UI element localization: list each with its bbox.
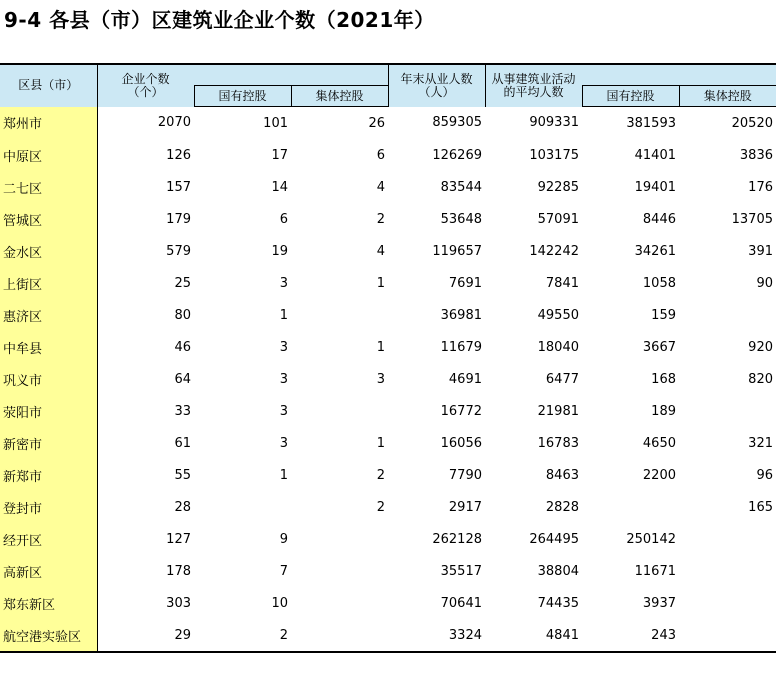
region-name-cell: 二七区 [0,171,97,203]
value-cell-c3 [291,619,388,652]
table-header [0,64,776,107]
value-cell-c2: 7 [279,563,288,579]
value-cell-c4: 36981 [440,307,482,323]
value-cell-c7 [679,299,776,331]
header-blank-3 [582,64,679,86]
table-row [0,619,776,652]
value-cell-c3: 4 [376,243,385,259]
table-row [0,331,776,363]
value-cell-c3 [291,395,388,427]
value-cell-c3: 2 [376,211,385,227]
value-cell-c1: 64 [174,371,191,387]
value-cell-c1: 179 [166,211,191,227]
value-cell-c5: 8463 [545,467,579,483]
header-blank-1 [194,64,291,86]
value-cell-c2: 3 [279,339,288,355]
value-cell-c5: 103175 [529,147,579,163]
value-cell-c2: 101 [263,115,288,131]
header-enterprise-count: 企业个数 （个） [97,64,194,107]
region-name-cell: 航空港实验区 [0,619,97,652]
value-cell-c6: 34261 [634,243,676,259]
value-cell-c6: 243 [582,619,679,652]
value-cell-c3: 1 [376,339,385,355]
value-cell-c2: 2 [194,619,291,652]
value-cell-c5: 49550 [537,307,579,323]
value-cell-c4: 262128 [432,531,482,547]
value-cell-c3 [291,555,388,587]
value-cell-c3: 2 [376,467,385,483]
value-cell-c4: 35517 [440,563,482,579]
table-row [0,267,776,299]
value-cell-c1: 127 [166,531,191,547]
value-cell-c6: 11671 [634,563,676,579]
value-cell-c7 [679,587,776,619]
value-cell-c5: 2828 [545,499,579,515]
value-cell-c5: 38804 [537,563,579,579]
value-cell-c7: 96 [756,467,773,483]
value-cell-c6: 41401 [634,147,676,163]
region-name-cell: 上街区 [0,267,97,299]
table-row [0,107,776,140]
value-cell-c7: 391 [748,243,773,259]
value-cell-c2: 3 [279,403,288,419]
value-cell-c1: 28 [174,499,191,515]
value-cell-c2: 3 [279,371,288,387]
region-name-cell: 经开区 [0,523,97,555]
value-cell-c1: 157 [166,179,191,195]
table-row [0,363,776,395]
value-cell-c2: 3 [279,275,288,291]
value-cell-c6: 8446 [642,211,676,227]
value-cell-c6: 19401 [634,179,676,195]
table-row [0,491,776,523]
value-cell-c1: 178 [166,563,191,579]
value-cell-c6 [582,491,679,523]
value-cell-c2: 6 [279,211,288,227]
region-name-cell: 惠济区 [0,299,97,331]
region-name-cell: 巩义市 [0,363,97,395]
value-cell-c4: 7691 [448,275,482,291]
value-cell-c6: 159 [651,307,676,323]
table-row [0,171,776,203]
value-cell-c3: 26 [368,115,385,131]
value-cell-c2 [194,491,291,523]
value-cell-c6: 3667 [642,339,676,355]
value-cell-c2: 19 [271,243,288,259]
value-cell-c5: 74435 [537,595,579,611]
value-cell-c7: 90 [756,275,773,291]
table-body [0,107,776,653]
table-row [0,587,776,619]
value-cell-c2: 10 [271,595,288,611]
value-cell-c1: 126 [166,147,191,163]
value-cell-c6: 189 [651,403,676,419]
data-table [0,63,776,653]
value-cell-c1: 25 [174,275,191,291]
value-cell-c7 [679,555,776,587]
value-cell-c2: 3 [279,435,288,451]
value-cell-c4: 70641 [440,595,482,611]
value-cell-c7: 20520 [731,115,773,131]
value-cell-c3 [291,587,388,619]
header-state-owned-1: 国有控股 [194,86,291,107]
page-title: 9-4 各县（市）区建筑业企业个数（2021年） [4,8,435,32]
value-cell-c3: 1 [376,275,385,291]
table-row [0,203,776,235]
region-name-cell: 中原区 [0,139,97,171]
table-row [0,459,776,491]
value-cell-c5: 7841 [545,275,579,291]
value-cell-c4: 16772 [440,403,482,419]
header-avg-employees: 从事建筑业活动 的平均人数 [485,64,582,107]
table-row [0,427,776,459]
value-cell-c2: 14 [271,179,288,195]
table-row [0,235,776,267]
region-name-cell: 新密市 [0,427,97,459]
table-row [0,395,776,427]
value-cell-c1: 29 [97,619,194,652]
value-cell-c4: 83544 [440,179,482,195]
value-cell-c7: 920 [748,339,773,355]
value-cell-c5: 6477 [545,371,579,387]
value-cell-c1: 303 [166,595,191,611]
value-cell-c5: 264495 [529,531,579,547]
value-cell-c2: 1 [279,467,288,483]
value-cell-c1: 80 [174,307,191,323]
value-cell-c5: 57091 [537,211,579,227]
value-cell-c1: 33 [174,403,191,419]
value-cell-c1: 61 [174,435,191,451]
header-blank-4 [679,64,776,86]
value-cell-c2: 1 [279,307,288,323]
value-cell-c7 [679,395,776,427]
region-name-cell: 新郑市 [0,459,97,491]
value-cell-c3 [291,523,388,555]
value-cell-c3: 1 [376,435,385,451]
value-cell-c7 [679,619,776,652]
region-name-cell: 管城区 [0,203,97,235]
value-cell-c1: 579 [166,243,191,259]
region-name-cell: 中牟县 [0,331,97,363]
header-region: 区县（市） [0,64,97,107]
value-cell-c2: 17 [271,147,288,163]
value-cell-c5: 142242 [529,243,579,259]
value-cell-c6: 2200 [642,467,676,483]
value-cell-c7: 165 [748,499,773,515]
value-cell-c6: 250142 [626,531,676,547]
value-cell-c4: 119657 [432,243,482,259]
value-cell-c4: 7790 [448,467,482,483]
value-cell-c5: 4841 [485,619,582,652]
value-cell-c4: 53648 [440,211,482,227]
value-cell-c4: 16056 [440,435,482,451]
value-cell-c4: 126269 [432,147,482,163]
region-name-cell: 登封市 [0,491,97,523]
value-cell-c4: 859305 [432,115,482,131]
value-cell-c7: 820 [748,371,773,387]
value-cell-c6: 168 [651,371,676,387]
header-blank-2 [291,64,388,86]
value-cell-c6: 381593 [626,115,676,131]
value-cell-c7: 176 [748,179,773,195]
table-row [0,555,776,587]
value-cell-c3: 6 [376,147,385,163]
region-name-cell: 金水区 [0,235,97,267]
value-cell-c6: 4650 [642,435,676,451]
value-cell-c7: 3836 [739,147,773,163]
value-cell-c2: 9 [279,531,288,547]
value-cell-c5: 21981 [537,403,579,419]
value-cell-c4: 4691 [448,371,482,387]
value-cell-c1: 2070 [157,115,191,131]
value-cell-c7 [679,523,776,555]
header-collective-1: 集体控股 [291,86,388,107]
header-year-end-employees: 年末从业人数 （人） [388,64,485,107]
value-cell-c4: 11679 [440,339,482,355]
value-cell-c3: 2 [376,499,385,515]
value-cell-c7: 321 [748,435,773,451]
value-cell-c3: 4 [376,179,385,195]
value-cell-c3 [291,299,388,331]
header-state-owned-2: 国有控股 [582,86,679,107]
table-row [0,299,776,331]
table-row [0,139,776,171]
table-row [0,523,776,555]
value-cell-c4: 3324 [388,619,485,652]
header-collective-2: 集体控股 [679,86,776,107]
value-cell-c5: 92285 [537,179,579,195]
value-cell-c6: 3937 [642,595,676,611]
value-cell-c5: 18040 [537,339,579,355]
value-cell-c1: 55 [174,467,191,483]
region-name-cell: 郑东新区 [0,587,97,619]
value-cell-c5: 16783 [537,435,579,451]
region-name-cell: 郑州市 [0,107,97,140]
value-cell-c5: 909331 [529,115,579,131]
region-name-cell: 荥阳市 [0,395,97,427]
value-cell-c6: 1058 [642,275,676,291]
value-cell-c7: 13705 [731,211,773,227]
region-name-cell: 高新区 [0,555,97,587]
value-cell-c4: 2917 [448,499,482,515]
value-cell-c3: 3 [376,371,385,387]
value-cell-c1: 46 [174,339,191,355]
